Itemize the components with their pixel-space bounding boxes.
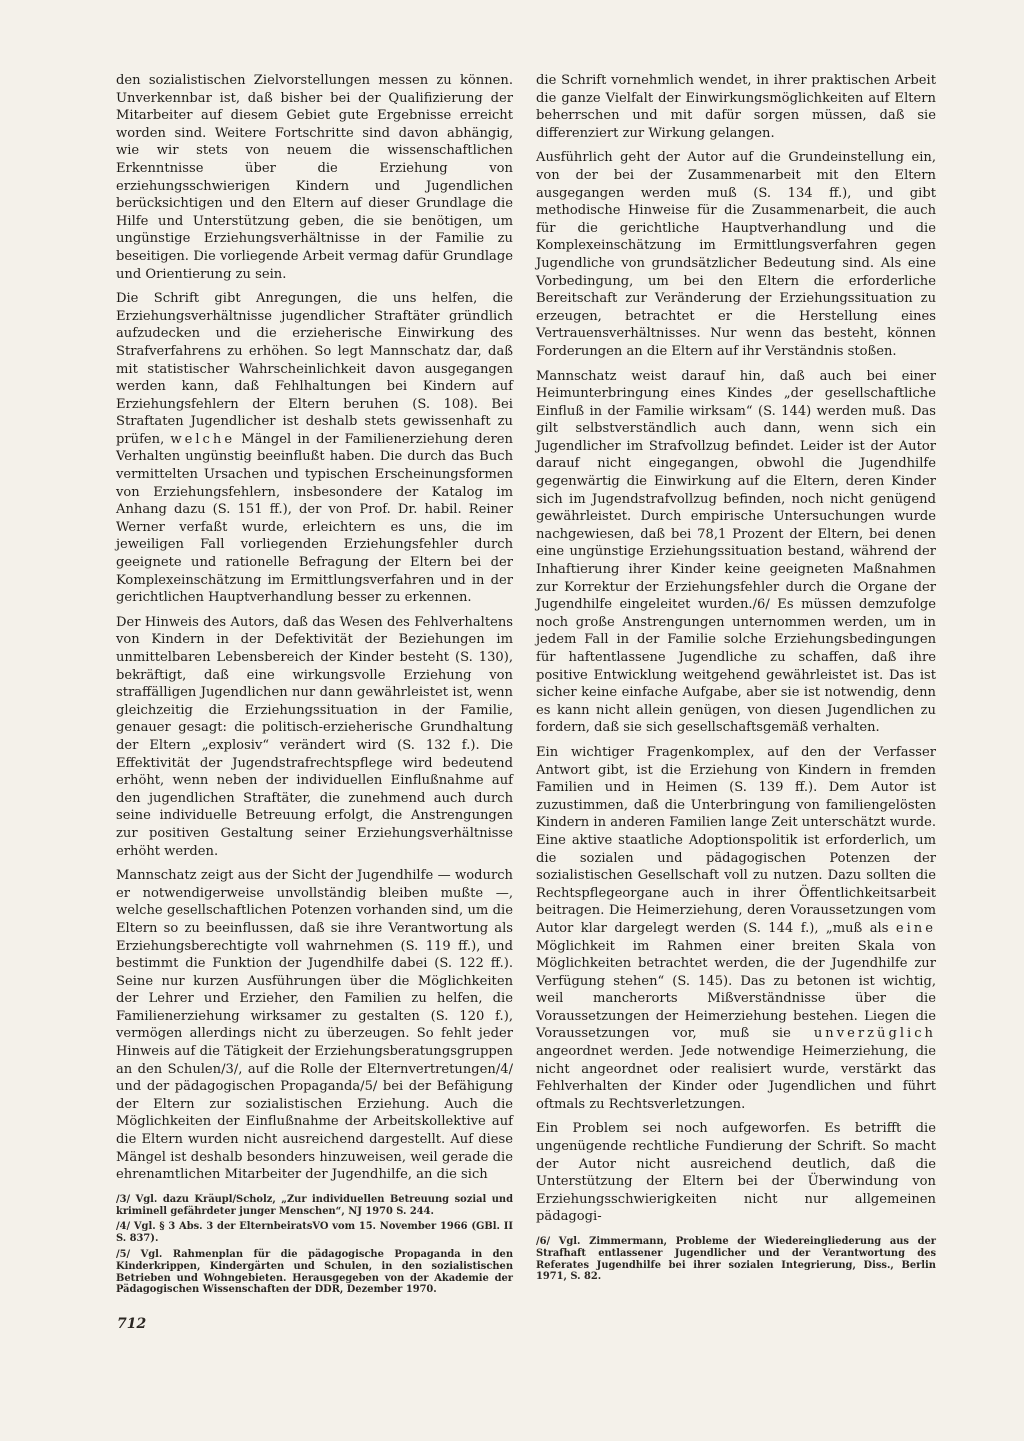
emphasized-word: welche: [170, 431, 236, 447]
paragraph-text: Mängel in der Familienerziehung deren Verhalten ungünstig beeinflußt haben. Die durch das Buch vermittelten Ursachen und typischen Erscheinungsformen von Erziehungsfehlern, insbesondere der Katalog im Anhang dazu (S. 151 ff.), der von Prof. Dr. habil. Reiner Werner verfaßt wurde, erleichtern es uns, die im jeweiligen Fall vorliegenden Erziehungsfehler durch geeignete und rationelle Befragung der Eltern bei der Komplexeinschätzung im Ermittlungsverfahren und in der gerichtlichen Hauptverhandlung besser zu erkennen.: [116, 431, 513, 606]
paragraph: den sozialistischen Zielvorstellungen messen zu können. Unverkennbar ist, daß bisher bei der Qualifizierung der Mitarbeiter auf diesem Gebiet gute Ergebnisse erreicht worden sind. Weitere Fortschritte sind davon abhängig, wie wir stets von neuem die wissenschaftlichen Erkenntnisse über die Erziehung von erziehungsschwierigen Kindern und Jugendlichen berücksichtigen und den Eltern auf dieser Grundlage die Hilfe und Unterstützung geben, die sie benötigen, um ungünstige Erziehungsverhältnisse in der Familie zu beseitigen. Die vorliegende Arbeit vermag dafür Grundlage und Orientierung zu sein.: [116, 73, 513, 282]
paragraph: Ein Problem sei noch aufgeworfen. Es betrifft die ungenügende rechtliche Fundierung der Schrift. So macht der Autor nicht ausreichend deutlich, daß die Unterstützung der Eltern bei der Überwindung von Erziehungsschwierigkeiten nicht nur allgemeinen pädagogi-: [536, 1121, 936, 1225]
footnote: /4/ Vgl. § 3 Abs. 3 der ElternbeiratsVO vom 15. November 1966 (GBl. II S. 837).: [116, 1221, 513, 1245]
footnotes: [536, 1236, 936, 1283]
paragraph-text: Ein wichtiger Fragenkomplex, auf den der Verfasser Antwort gibt, ist die Erziehung von Kindern in fremden Familien und in Heimen (S. 139 ff.). Dem Autor ist zuzustimmen, daß die Unterbringung von familiengelösten Kindern in anderen Familien lange Zeit unterschätzt wurde. Eine aktive staatliche Adoptionspolitik ist erforderlich, um die sozialen und pädagogischen Potenzen der sozialistischen Gesellschaft voll zu nutzen. Dazu sollten die Rechtspflegeorgane auch in ihrer Öffentlichkeitsarbeit beitragen. Die Heimerziehung, deren Voraussetzungen vom Autor klar dargelegt werden (S. 144 f.), „muß als: [536, 744, 936, 936]
right-column: [536, 72, 936, 1287]
paragraph: [116, 290, 513, 607]
emphasized-word: eine: [895, 920, 936, 936]
paragraph: Mannschatz weist darauf hin, daß auch bei einer Heimunterbringung eines Kindes „der gesellschaftliche Einfluß in der Familie wirksam“ (S. 144) werden muß. Das gilt selbstverständlich auch dann, wenn sich ein Jugendlicher im Strafvollzug befindet. Leider ist der Autor darauf nicht eingegangen, obwohl die Jugendhilfe gegenwärtig die Einwirkung auf die Eltern, deren Kinder sich im Jugendstrafvollzug befinden, noch nicht genügend gewährleistet. Durch empirische Untersuchungen wurde nachgewiesen, daß bei 78,1 Prozent der Eltern, bei denen eine ungünstige Erziehungssituation bestand, während der Inhaftierung ihrer Kinder keine geeigneten Maßnahmen zur Korrektur der Erziehungsfehler durch die Organe der Jugendhilfe eingeleitet wurden./6/ Es müssen demzufolge noch große Anstrengungen unternommen werden, um in jedem Fall in der Familie solche Erziehungsbedingungen für haftentlassene Jugendliche zu schaffen, daß ihre positive Entwicklung weitgehend gewährleistet ist. Das ist sicher keine einfache Aufgabe, aber sie ist notwendig, denn es kann nicht allein genügen, von diesen Jugendlichen zu fordern, daß sie sich gesellschaftsgemäß verhalten.: [536, 368, 936, 736]
paragraph-text: angeordnet werden. Jede notwendige Heimerziehung, die nicht angeordnet oder realisiert wurde, verstärkt das Fehlverhalten der Kinder oder Jugendlichen und führt oftmals zu Rechtsverletzungen.: [536, 1044, 936, 1112]
paragraph-text: Möglichkeit im Rahmen einer breiten Skala von Möglichkeiten betrachtet werden, die der Jugendhilfe zur Verfügung stehen“ (S. 145). Das zu betonen ist wichtig, weil mancherorts Mißverständnisse über die Voraussetzungen der Heimerziehung bestehen. Liegen die Voraussetzungen vor, muß sie: [536, 938, 936, 1042]
footnotes: [116, 1194, 513, 1296]
paragraph: die Schrift vornehmlich wendet, in ihrer praktischen Arbeit die ganze Vielfalt der Einwirkungsmöglichkeiten auf Eltern beherrschen und mit dafür sorgen müssen, daß sie differenziert zur Wirkung gelangen.: [536, 73, 936, 141]
footnote: /5/ Vgl. Rahmenplan für die pädagogische Propaganda in den Kinderkrippen, Kindergärten und Schulen, in den sozialistischen Betrieben und Wohngebieten. Herausgegeben von der Akademie der Pädagogischen Wissenschaften der DDR, Dezember 1970.: [116, 1249, 513, 1296]
footnote: /6/ Vgl. Zimmermann, Probleme der Wiedereingliederung aus der Strafhaft entlassener Jugendlicher und der Verantwortung des Referates Jugendhilfe bei ihrer sozialen Integrierung, Diss., Berlin 1971, S. 82.: [536, 1236, 936, 1283]
paragraph-text: Die Schrift gibt Anregungen, die uns helfen, die Erziehungsverhältnisse jugendlicher Straftäter gründlich aufzudecken und die erzieherische Einwirkung des Strafverfahrens zu erhöhen. So legt Mannschatz dar, daß mit statistischer Wahrscheinlichkeit davon ausgegangen werden kann, daß Fehlhaltungen bei Kindern auf Erziehungsfehlern der Eltern beruhen (S. 108). Bei Straftaten Jugendlicher ist deshalb stets gewissenhaft zu prüfen,: [116, 291, 513, 447]
page-number: 712: [117, 1316, 147, 1332]
footnote: /3/ Vgl. dazu Kräupl/Scholz, „Zur individuellen Betreuung sozial und kriminell gefährdeter junger Menschen“, NJ 1970 S. 244.: [116, 1193, 513, 1217]
paragraph: Der Hinweis des Autors, daß das Wesen des Fehlverhaltens von Kindern in der Defektivität der Beziehungen im unmittelbaren Lebensbereich der Kinder besteht (S. 130), bekräftigt, daß eine wirkungsvolle Erziehung von straffälligen Jugendlichen nur dann gewährleistet ist, wenn gleichzeitig die Erziehungssituation in der Familie, genauer gesagt: die politisch-erzieherische Grundhaltung der Eltern „explosiv“ verändert wird (S. 132 f.). Die Effektivität der Jugendstrafrechtspflege wird bedeutend erhöht, wenn neben der individuellen Einflußnahme auf den jugendlichen Straftäter, die zunehmend auch durch seine individuelle Betreuung erfolgt, die Anstrengungen zur positiven Gestaltung seiner Erziehungsverhältnisse erhöht werden.: [116, 614, 513, 859]
emphasized-word: unverzüglich: [813, 1026, 936, 1042]
paragraph: Ausführlich geht der Autor auf die Grundeinstellung ein, von der bei der Zusammenarbeit mit den Eltern ausgegangen werden muß (S. 134 ff.), und gibt methodische Hinweise für die Zusammenarbeit, die auch für die gerichtliche Hauptverhandlung und die Komplexeinschätzung im Ermittlungsverfahren gegen Jugendliche von grundsätzlicher Bedeutung sind. Als eine Vorbedingung, um bei den Eltern die erforderliche Bereitschaft zur Veränderung der Erziehungssituation zu erzeugen, betrachtet er die Herstellung eines Vertrauensverhältnisses. Nur wenn das besteht, können Forderungen an die Eltern auf ihr Verständnis stoßen.: [536, 150, 936, 359]
paragraph: [536, 744, 936, 1113]
paragraph: Mannschatz zeigt aus der Sicht der Jugendhilfe — wodurch er notwendigerweise unvollständig bleiben mußte —, welche gesellschaftlichen Potenzen vorhanden sind, um die Eltern so zu beeinflussen, daß sie ihre Verantwortung als Erziehungsberechtigte voll wahrnehmen (S. 119 ff.), und bestimmt die Funktion der Jugendhilfe dabei (S. 122 ff.). Seine nur kurzen Ausführungen über die Möglichkeiten der Lehrer und Erzieher, den Familien zu helfen, die Familienerziehung wirksamer zu gestalten (S. 120 f.), vermögen allerdings nicht zu überzeugen. So fehlt jeder Hinweis auf die Tätigkeit der Erziehungsberatungsgruppen an den Schulen/3/, auf die Rolle der Elternvertretungen/4/ und der pädagogischen Propaganda/5/ bei der Befähigung der Eltern zur sozialistischen Erziehung. Auch die Möglichkeiten der Einflußnahme der Arbeitskollektive auf die Eltern wurden nicht ausreichend dargestellt. Auf diese Mängel ist deshalb besonders hinzuweisen, weil gerade die ehrenamtlichen Mitarbeiter der Jugendhilfe, an die sich: [116, 868, 513, 1183]
left-column: [116, 72, 513, 1300]
